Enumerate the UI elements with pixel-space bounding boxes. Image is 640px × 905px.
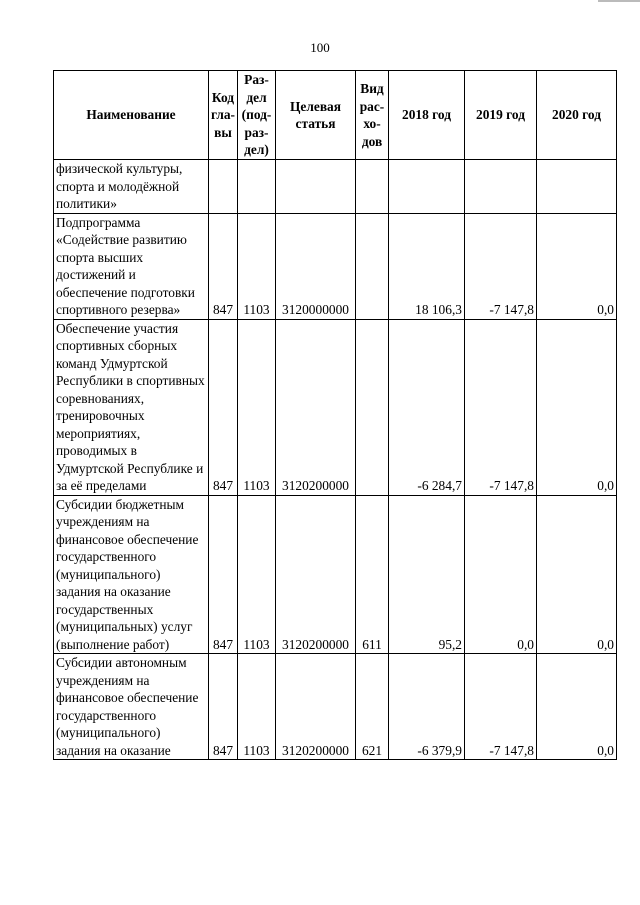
row-section: 1103 [238, 319, 276, 495]
row-target: 3120200000 [276, 654, 356, 760]
page-number: 100 [310, 40, 330, 55]
row-2020: 0,0 [537, 495, 617, 654]
header-section: Раз- дел (под- раз- дел) [238, 71, 276, 160]
row-section: 1103 [238, 495, 276, 654]
row-2018: 95,2 [389, 495, 465, 654]
row-target [276, 160, 356, 214]
row-name: Обеспечение участия спортивных сборных команд Удмуртской Республики в спортивных соревнованиях, тренировочных мероприятиях, проводимых в Удмуртской Республике и за её пределами [54, 319, 209, 495]
row-target: 3120200000 [276, 319, 356, 495]
row-2019: -7 147,8 [465, 213, 537, 319]
row-2019: -7 147,8 [465, 654, 537, 760]
table-row [54, 160, 617, 214]
table-header-row [54, 71, 617, 160]
row-2019 [465, 160, 537, 214]
table-row [54, 213, 617, 319]
header-expense-type: Вид рас- хо- дов [356, 71, 389, 160]
header-code: Код гла- вы [209, 71, 238, 160]
row-2018: -6 284,7 [389, 319, 465, 495]
row-code: 847 [209, 495, 238, 654]
row-2020: 0,0 [537, 654, 617, 760]
row-target: 3120200000 [276, 495, 356, 654]
row-type [356, 213, 389, 319]
row-type: 621 [356, 654, 389, 760]
table-row [54, 654, 617, 760]
row-section [238, 160, 276, 214]
row-name: Подпрограмма «Содействие развитию спорта высших достижений и обеспечение подготовки спортивного резерва» [54, 213, 209, 319]
row-2018 [389, 160, 465, 214]
header-name: Наименование [54, 71, 209, 160]
row-name: физической культуры, спорта и молодёжной политики» [54, 160, 209, 214]
row-type [356, 160, 389, 214]
row-name: Субсидии бюджетным учреждениям на финансовое обеспечение государственного (муниципального) задания на оказание государственных (муниципальных) услуг (выполнение работ) [54, 495, 209, 654]
row-section: 1103 [238, 654, 276, 760]
row-section: 1103 [238, 213, 276, 319]
row-2020: 0,0 [537, 319, 617, 495]
budget-table [53, 70, 617, 760]
scan-edge-mark [598, 0, 640, 2]
row-2018: -6 379,9 [389, 654, 465, 760]
header-target: Целевая статья [276, 71, 356, 160]
header-2020: 2020 год [537, 71, 617, 160]
row-code: 847 [209, 319, 238, 495]
table-row [54, 319, 617, 495]
row-2019: -7 147,8 [465, 319, 537, 495]
header-2018: 2018 год [389, 71, 465, 160]
header-2019: 2019 год [465, 71, 537, 160]
row-2019: 0,0 [465, 495, 537, 654]
row-code: 847 [209, 654, 238, 760]
row-code [209, 160, 238, 214]
row-target: 3120000000 [276, 213, 356, 319]
row-name: Субсидии автономным учреждениям на финансовое обеспечение государственного (муниципального) задания на оказание [54, 654, 209, 760]
row-type [356, 319, 389, 495]
row-code: 847 [209, 213, 238, 319]
row-type: 611 [356, 495, 389, 654]
row-2018: 18 106,3 [389, 213, 465, 319]
table-row [54, 495, 617, 654]
row-2020: 0,0 [537, 213, 617, 319]
row-2020 [537, 160, 617, 214]
